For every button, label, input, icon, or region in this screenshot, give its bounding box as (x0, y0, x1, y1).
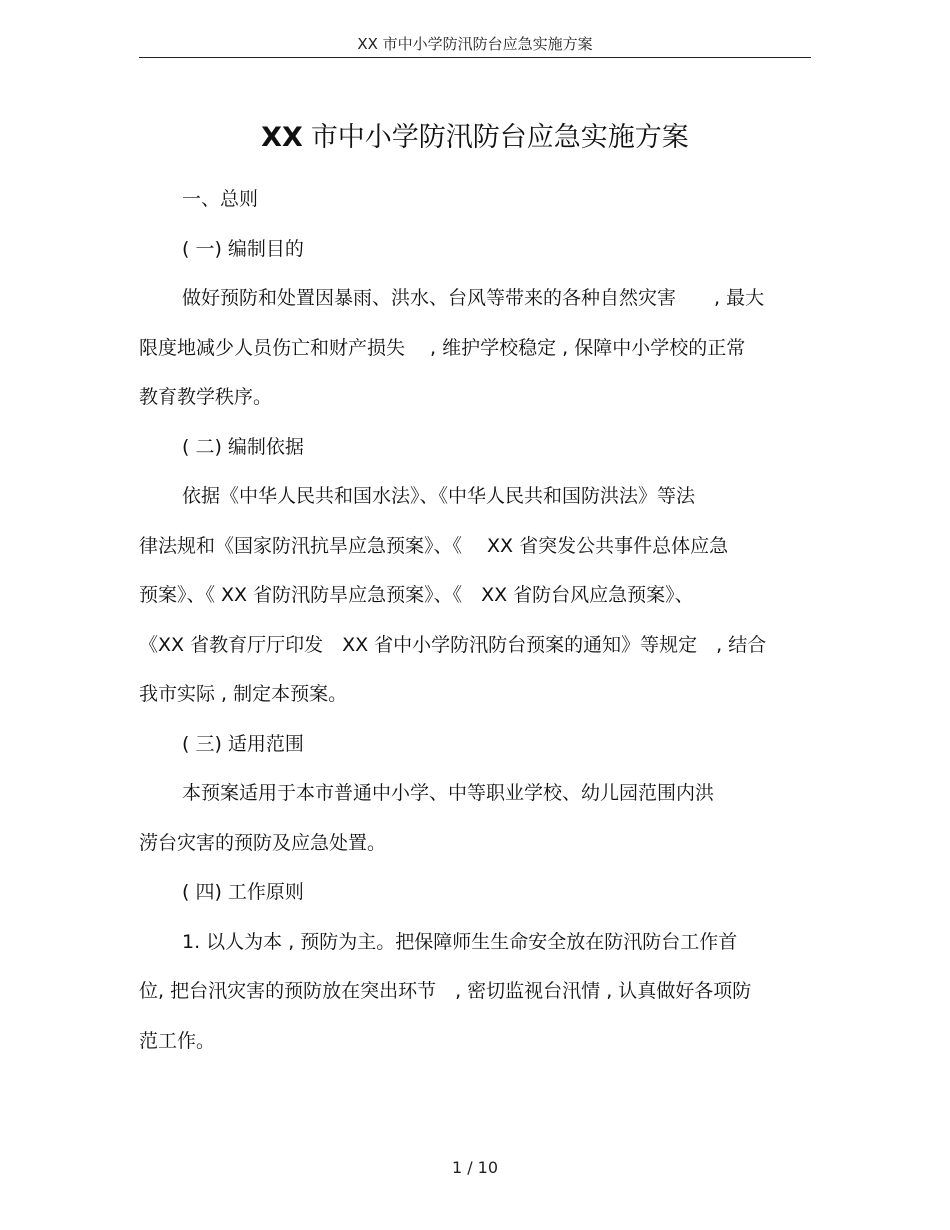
paragraph-line: 依据《中华人民共和国水法》、《中华人民共和国防洪法》等法 (182, 485, 696, 507)
subsection-heading-principles: ( 四) 工作原则 (182, 881, 304, 903)
paragraph-line: 限度地减少人员伤亡和财产损失 , 维护学校稳定 , 保障中小学校的正常 (139, 336, 746, 359)
subsection-heading-basis: ( 二) 编制依据 (182, 435, 304, 458)
paragraph-line: 教育教学秩序。 (139, 386, 273, 408)
subsection-heading-scope: ( 三) 适用范围 (182, 732, 304, 755)
header-divider (139, 57, 811, 58)
document-title (139, 118, 811, 158)
section-heading-general: 一、总则 (182, 188, 259, 210)
subsection-heading-purpose: ( 一) 编制目的 (182, 237, 304, 260)
paragraph-line: 范工作。 (139, 1029, 216, 1052)
paragraph-line: 本预案适用于本市普通中小学、中等职业学校、幼儿园范围内洪 (182, 782, 715, 804)
paragraph-line: 位, 把台汛灾害的预防放在突出环节 , 密切监视台汛情 , 认真做好各项防 (139, 980, 752, 1002)
paragraph-line: 1. 以人为本 , 预防为主。把保障师生生命安全放在防汛防台工作首 (182, 930, 738, 953)
page-number: 1 / 10 (451, 1158, 499, 1177)
paragraph-line: 律法规和《国家防汛抗旱应急预案》、《 XX 省突发公共事件总体应急 (139, 534, 729, 557)
running-header: XX 市中小学防汛防台应急实施方案 (357, 35, 593, 53)
title-prefix: XX (261, 122, 303, 153)
paragraph-line: 预案》、《 XX 省防汛防旱应急预案》、《 XX 省防台风应急预案》、 (139, 584, 694, 606)
paragraph-line: 我市实际 , 制定本预案。 (139, 683, 348, 705)
title-main: 市中小学防汛防台应急实施方案 (310, 122, 689, 153)
paragraph-line: 涝台灾害的预防及应急处置。 (139, 831, 387, 854)
paragraph-line: 《XX 省教育厅厅印发 XX 省中小学防汛防台预案的通知》等规定 , 结合 (139, 633, 767, 656)
document-body (139, 175, 811, 1066)
paragraph-line: 做好预防和处置因暴雨、洪水、台风等带来的各种自然灾害 , 最大 (182, 287, 765, 309)
